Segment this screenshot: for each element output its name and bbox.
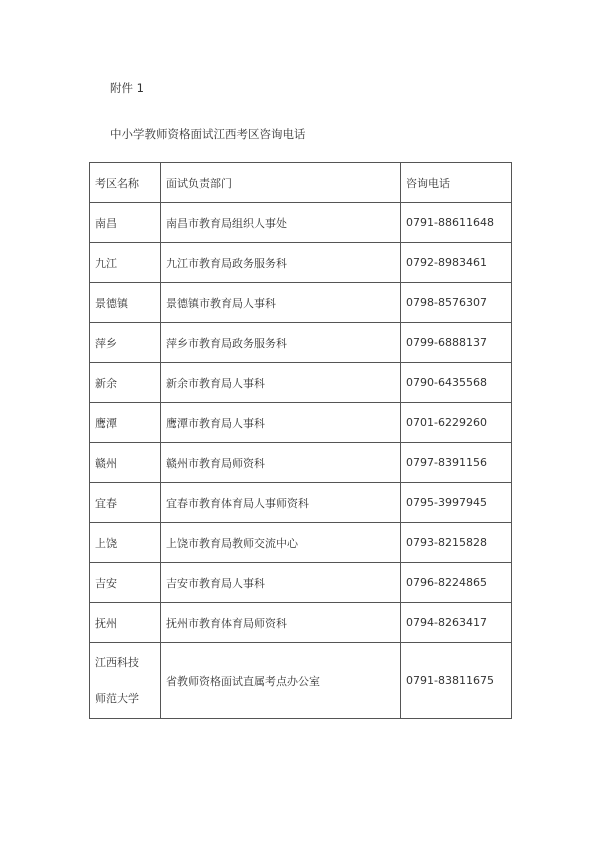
department-cell: 上饶市教育局教师交流中心 bbox=[161, 523, 401, 563]
phone-cell: 0790-6435568 bbox=[401, 363, 512, 403]
phone-cell: 0791-88611648 bbox=[401, 203, 512, 243]
table-row bbox=[90, 443, 512, 483]
table-header-row bbox=[90, 163, 512, 203]
table-row bbox=[90, 323, 512, 363]
department-cell: 吉安市教育局人事科 bbox=[161, 563, 401, 603]
region-name-gap bbox=[95, 671, 160, 691]
region-cell: 吉安 bbox=[90, 563, 161, 603]
table-row bbox=[90, 523, 512, 563]
phone-cell: 0792-8983461 bbox=[401, 243, 512, 283]
department-cell: 南昌市教育局组织人事处 bbox=[161, 203, 401, 243]
region-cell: 抚州 bbox=[90, 603, 161, 643]
table-row bbox=[90, 243, 512, 283]
phone-cell: 0798-8576307 bbox=[401, 283, 512, 323]
table-row bbox=[90, 643, 512, 719]
phone-cell: 0794-8263417 bbox=[401, 603, 512, 643]
region-name-line1: 江西科技 bbox=[95, 655, 139, 669]
region-cell: 赣州 bbox=[90, 443, 161, 483]
region-cell: 南昌 bbox=[90, 203, 161, 243]
phone-cell: 0795-3997945 bbox=[401, 483, 512, 523]
region-cell: 上饶 bbox=[90, 523, 161, 563]
phone-cell: 0791-83811675 bbox=[401, 643, 512, 719]
contact-table bbox=[89, 162, 512, 719]
phone-cell: 0799-6888137 bbox=[401, 323, 512, 363]
region-cell: 宜春 bbox=[90, 483, 161, 523]
department-cell: 宜春市教育体育局人事师资科 bbox=[161, 483, 401, 523]
header-department: 面试负责部门 bbox=[161, 163, 401, 203]
department-cell: 景德镇市教育局人事科 bbox=[161, 283, 401, 323]
department-cell: 省教师资格面试直属考点办公室 bbox=[161, 643, 401, 719]
region-name-line2: 师范大学 bbox=[95, 691, 139, 705]
department-cell: 萍乡市教育局政务服务科 bbox=[161, 323, 401, 363]
phone-cell: 0797-8391156 bbox=[401, 443, 512, 483]
region-cell: 九江 bbox=[90, 243, 161, 283]
region-cell: 萍乡 bbox=[90, 323, 161, 363]
table-row bbox=[90, 603, 512, 643]
header-region: 考区名称 bbox=[90, 163, 161, 203]
table-row bbox=[90, 403, 512, 443]
department-cell: 抚州市教育体育局师资科 bbox=[161, 603, 401, 643]
table-row bbox=[90, 363, 512, 403]
table-row bbox=[90, 203, 512, 243]
department-cell: 鹰潭市教育局人事科 bbox=[161, 403, 401, 443]
department-cell: 新余市教育局人事科 bbox=[161, 363, 401, 403]
phone-cell: 0701-6229260 bbox=[401, 403, 512, 443]
header-phone: 咨询电话 bbox=[401, 163, 512, 203]
department-cell: 赣州市教育局师资科 bbox=[161, 443, 401, 483]
table-row bbox=[90, 283, 512, 323]
table-row bbox=[90, 483, 512, 523]
region-cell: 鹰潭 bbox=[90, 403, 161, 443]
region-cell: 新余 bbox=[90, 363, 161, 403]
region-cell: 景德镇 bbox=[90, 283, 161, 323]
table-row bbox=[90, 563, 512, 603]
department-cell: 九江市教育局政务服务科 bbox=[161, 243, 401, 283]
attachment-label: 附件 1 bbox=[110, 81, 144, 95]
region-cell bbox=[90, 643, 161, 719]
phone-cell: 0796-8224865 bbox=[401, 563, 512, 603]
document-title: 中小学教师资格面试江西考区咨询电话 bbox=[110, 127, 306, 141]
phone-cell: 0793-8215828 bbox=[401, 523, 512, 563]
